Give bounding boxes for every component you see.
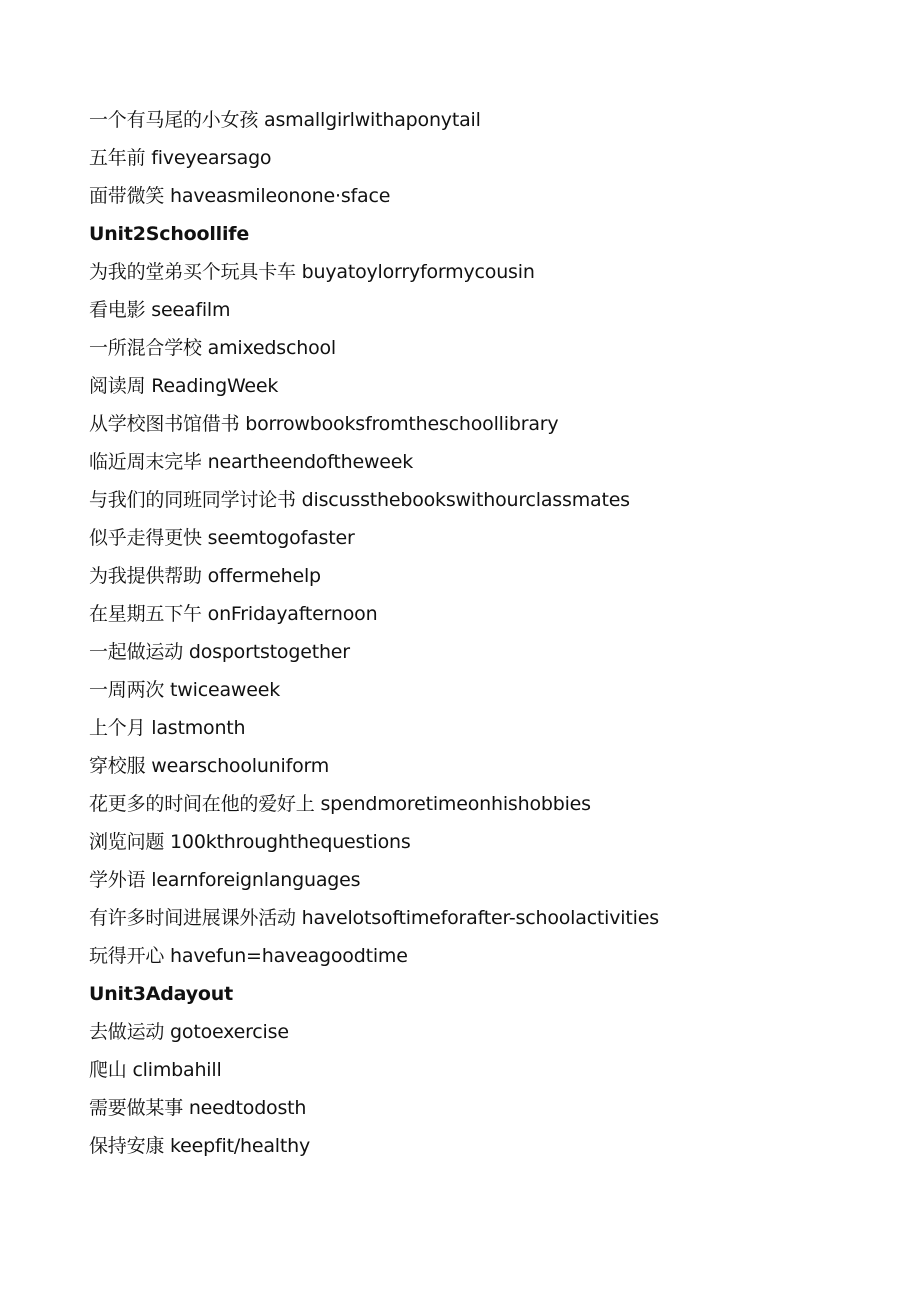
- vocab-line: 临近周末完毕 neartheendoftheweek: [89, 451, 414, 473]
- vocab-line: 在星期五下午 onFridayafternoon: [89, 603, 378, 625]
- vocab-line: 保持安康 keepfit/healthy: [89, 1135, 311, 1157]
- vocab-line: 去做运动 gotoexercise: [89, 1021, 289, 1043]
- vocab-line: 需要做某事 needtodosth: [89, 1097, 307, 1119]
- vocab-line: 从学校图书馆借书 borrowbooksfromtheschoollibrary: [89, 413, 559, 435]
- vocab-line: 玩得开心 havefun=haveagoodtime: [89, 945, 408, 967]
- vocab-line: 有许多时间进展课外活动 havelotsoftimeforafter-schoolactivities: [89, 907, 659, 929]
- vocab-line: 与我们的同班同学讨论书 discussthebookswithourclassmates: [89, 489, 630, 511]
- vocab-line: 花更多的时间在他的爱好上 spendmoretimeonhishobbies: [89, 793, 591, 815]
- vocab-line: 一所混合学校 amixedschool: [89, 337, 336, 359]
- vocab-line: 浏览问题 100kthroughthequestions: [89, 831, 411, 853]
- vocab-line: 一起做运动 dosportstogether: [89, 641, 350, 663]
- section-heading: Unit3Adayout: [89, 983, 233, 1005]
- vocab-line: 一周两次 twiceaweek: [89, 679, 281, 701]
- vocab-line: 看电影 seeafilm: [89, 299, 231, 321]
- vocab-line: 爬山 climbahill: [89, 1059, 222, 1081]
- vocab-line: 五年前 fiveyearsago: [89, 147, 272, 169]
- vocab-line: 为我提供帮助 offermehelp: [89, 565, 321, 587]
- vocab-line: 面带微笑 haveasmileonone·sface: [89, 185, 391, 207]
- vocab-line: 上个月 lastmonth: [89, 717, 246, 739]
- vocab-line: 一个有马尾的小女孩 asmallgirlwithaponytail: [89, 109, 481, 131]
- vocab-line: 似乎走得更快 seemtogofaster: [89, 527, 355, 549]
- document-page: [89, 101, 889, 1165]
- vocab-line: 穿校服 wearschooluniform: [89, 755, 330, 777]
- vocab-line: 学外语 learnforeignlanguages: [89, 869, 361, 891]
- vocab-line: 阅读周 ReadingWeek: [89, 375, 279, 397]
- section-heading: Unit2Schoollife: [89, 223, 250, 245]
- vocab-line: 为我的堂弟买个玩具卡车 buyatoylorryformycousin: [89, 261, 535, 283]
